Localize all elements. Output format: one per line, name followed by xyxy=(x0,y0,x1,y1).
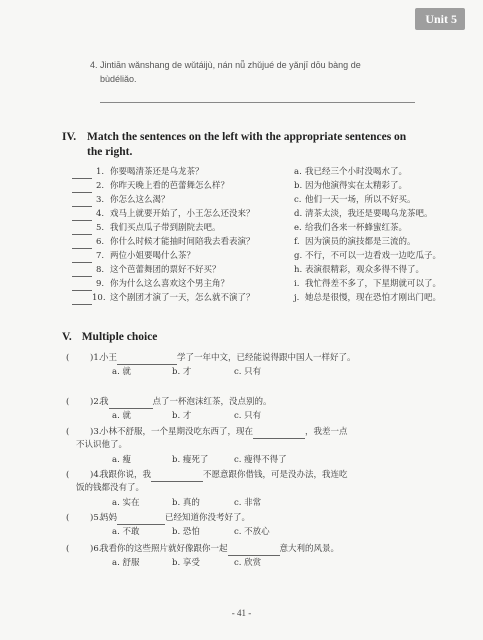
left-number: 6. xyxy=(96,237,105,247)
mc-option[interactable]: a. 实在 xyxy=(112,498,140,508)
mc-option[interactable]: c. 欣赏 xyxy=(234,558,262,568)
answer-line[interactable] xyxy=(100,102,415,103)
right-sentence: 清茶太淡，我还是要喝乌龙茶吧。 xyxy=(305,209,433,219)
left-sentence: 我们买点瓜子带到剧院去吧。 xyxy=(110,223,221,233)
match-row xyxy=(72,250,452,263)
match-answer-blank[interactable] xyxy=(72,295,92,305)
match-row xyxy=(72,264,452,277)
question-text-b: 学了一年中文，已经能说得跟中国人一样好了。 xyxy=(177,353,356,363)
mc-option[interactable]: a. 就 xyxy=(112,367,131,377)
question-text xyxy=(100,396,272,409)
mc-option[interactable]: b. 才 xyxy=(172,367,192,377)
mc-option[interactable]: b. 真的 xyxy=(172,498,200,508)
match-row xyxy=(72,208,452,221)
fill-blank[interactable] xyxy=(117,515,165,525)
answer-paren[interactable]: ( xyxy=(66,353,81,363)
answer-paren[interactable]: ( xyxy=(66,513,81,523)
question-text-cont: 不认识他了。 xyxy=(76,440,128,450)
match-answer-blank[interactable] xyxy=(72,183,92,193)
match-row xyxy=(72,278,452,291)
answer-paren[interactable]: ( xyxy=(66,427,81,437)
left-sentence: 你什么时候才能抽时间陪我去看表演？ xyxy=(110,237,255,247)
section-5-number: V. xyxy=(62,331,72,343)
question-text-a: 我看你的这些照片就好像跟你一起 xyxy=(100,544,228,554)
answer-paren[interactable]: ( xyxy=(66,544,81,554)
question-number: )4. xyxy=(90,470,102,480)
mc-option[interactable]: a. 就 xyxy=(112,411,131,421)
mc-option[interactable]: a. 瘦 xyxy=(112,455,131,465)
question-4-pinyin xyxy=(90,58,420,86)
question-text-a: 我 xyxy=(100,397,109,407)
question-text-b: 已经知道你没考好了。 xyxy=(165,513,251,523)
mc-option[interactable]: b. 才 xyxy=(172,411,192,421)
left-sentence: 戏马上就要开始了，小王怎么还没来？ xyxy=(110,209,255,219)
unit-tab: Unit 5 xyxy=(415,8,465,30)
mc-option[interactable]: c. 只有 xyxy=(234,367,262,377)
match-answer-blank[interactable] xyxy=(72,225,92,235)
left-number: 10. xyxy=(92,293,106,303)
mc-option[interactable]: a. 舒服 xyxy=(112,558,140,568)
question-text-a: 小林不舒服，一个星期没吃东西了，现在 xyxy=(100,427,254,437)
right-letter: d. xyxy=(294,209,303,219)
match-answer-blank[interactable] xyxy=(72,281,92,291)
q4-line2: bùdéliǎo. xyxy=(100,74,137,84)
answer-paren[interactable]: ( xyxy=(66,397,81,407)
left-sentence: 你为什么这么喜欢这个男主角？ xyxy=(110,279,230,289)
question-text-a: 小王 xyxy=(100,353,118,363)
left-sentence: 你昨天晚上看的芭蕾舞怎么样？ xyxy=(110,181,230,191)
mc-option[interactable]: c. 非常 xyxy=(234,498,262,508)
match-row xyxy=(72,292,452,305)
right-letter: g. xyxy=(294,251,303,261)
match-answer-blank[interactable] xyxy=(72,253,92,263)
question-number: )3. xyxy=(90,427,102,437)
left-sentence: 这个芭蕾舞团的票好不好买？ xyxy=(110,265,221,275)
right-letter: b. xyxy=(294,181,303,191)
question-text-b: ，我差一点 xyxy=(305,427,348,437)
left-sentence: 两位小姐要喝什么茶？ xyxy=(110,251,196,261)
question-text-a: 我跟你说，我 xyxy=(100,470,152,480)
left-number: 4. xyxy=(96,209,105,219)
fill-blank[interactable] xyxy=(253,429,305,439)
right-letter: j. xyxy=(294,293,300,303)
question-text xyxy=(100,426,348,439)
right-sentence: 我已经三个小时没喝水了。 xyxy=(305,167,408,177)
left-sentence: 你要喝清茶还是乌龙茶？ xyxy=(110,167,204,177)
right-sentence: 给我们各来一杯蜂蜜红茶。 xyxy=(305,223,408,233)
question-text-cont: 饭的钱都没有了。 xyxy=(76,483,145,493)
mc-option[interactable]: c. 只有 xyxy=(234,411,262,421)
match-answer-blank[interactable] xyxy=(72,239,92,249)
question-text xyxy=(100,469,348,482)
section-5-heading xyxy=(62,330,157,345)
section-4-heading xyxy=(62,130,422,160)
fill-blank[interactable] xyxy=(109,399,153,409)
left-number: 1. xyxy=(96,167,105,177)
right-letter: a. xyxy=(294,167,302,177)
match-answer-blank[interactable] xyxy=(72,197,92,207)
match-answer-blank[interactable] xyxy=(72,211,92,221)
mc-option[interactable]: b. 瘦死了 xyxy=(172,455,209,465)
mc-option[interactable]: c. 瘦得不得了 xyxy=(234,455,287,465)
mc-option[interactable]: b. 享受 xyxy=(172,558,200,568)
question-text xyxy=(100,512,250,525)
fill-blank[interactable] xyxy=(151,472,203,482)
left-number: 3. xyxy=(96,195,105,205)
left-number: 5. xyxy=(96,223,105,233)
mc-option[interactable]: b. 恐怕 xyxy=(172,527,200,537)
answer-paren[interactable]: ( xyxy=(66,470,81,480)
section-4-title: Match the sentences on the left with the appropriate sentences on the right. xyxy=(87,131,407,158)
match-answer-blank[interactable] xyxy=(72,267,92,277)
right-sentence: 他们一天一场，所以不好买。 xyxy=(305,195,416,205)
left-number: 8. xyxy=(96,265,105,275)
page-number: - 41 - xyxy=(231,608,252,618)
right-sentence: 我忙得差不多了，下星期就可以了。 xyxy=(305,279,442,289)
match-row xyxy=(72,180,452,193)
mc-option[interactable]: c. 不放心 xyxy=(234,527,270,537)
right-sentence: 不行，不可以一边看戏一边吃瓜子。 xyxy=(305,251,442,261)
match-row xyxy=(72,222,452,235)
match-row xyxy=(72,166,452,179)
section-4-number: IV. xyxy=(62,131,77,143)
match-row xyxy=(72,194,452,207)
right-letter: c. xyxy=(294,195,302,205)
right-sentence: 因为演员的演技都是三流的。 xyxy=(305,237,416,247)
question-text-b: 意大利的风景。 xyxy=(279,544,340,554)
question-text-a: 妈妈 xyxy=(100,513,118,523)
right-letter: f. xyxy=(294,237,300,247)
question-number: )1. xyxy=(90,353,102,363)
question-number: )2. xyxy=(90,397,102,407)
question-number: )5. xyxy=(90,513,102,523)
right-sentence: 她总是很慢，现在恐怕才刚出门吧。 xyxy=(305,293,442,303)
question-text-b: 不愿意跟你借钱，可是没办法，我连吃 xyxy=(203,470,348,480)
section-5-title: Multiple choice xyxy=(81,331,158,343)
right-letter: h. xyxy=(294,265,303,275)
left-number: 7. xyxy=(96,251,105,261)
left-sentence: 你怎么这么渴？ xyxy=(110,195,170,205)
question-text-b: 点了一杯泡沫红茶，没点别的。 xyxy=(152,397,272,407)
right-letter: i. xyxy=(294,279,300,289)
q4-line1: 4. Jintiān wǎnshang de wǔtáijù, nán nǚ zhǔjué de yǎnjī dōu bàng de xyxy=(90,60,361,70)
right-letter: e. xyxy=(294,223,302,233)
left-sentence: 这个剧团才演了一天，怎么就不演了？ xyxy=(110,293,255,303)
match-row xyxy=(72,236,452,249)
question-number: )6. xyxy=(90,544,102,554)
right-sentence: 因为他演得实在太精彩了。 xyxy=(305,181,408,191)
left-number: 9. xyxy=(96,279,105,289)
left-number: 2. xyxy=(96,181,105,191)
question-text xyxy=(100,543,339,556)
match-answer-blank[interactable] xyxy=(72,169,92,179)
right-sentence: 表演很精彩，观众多得不得了。 xyxy=(305,265,425,275)
fill-blank[interactable] xyxy=(228,546,280,556)
question-text xyxy=(100,352,356,365)
fill-blank[interactable] xyxy=(117,355,177,365)
mc-option[interactable]: a. 不敢 xyxy=(112,527,140,537)
